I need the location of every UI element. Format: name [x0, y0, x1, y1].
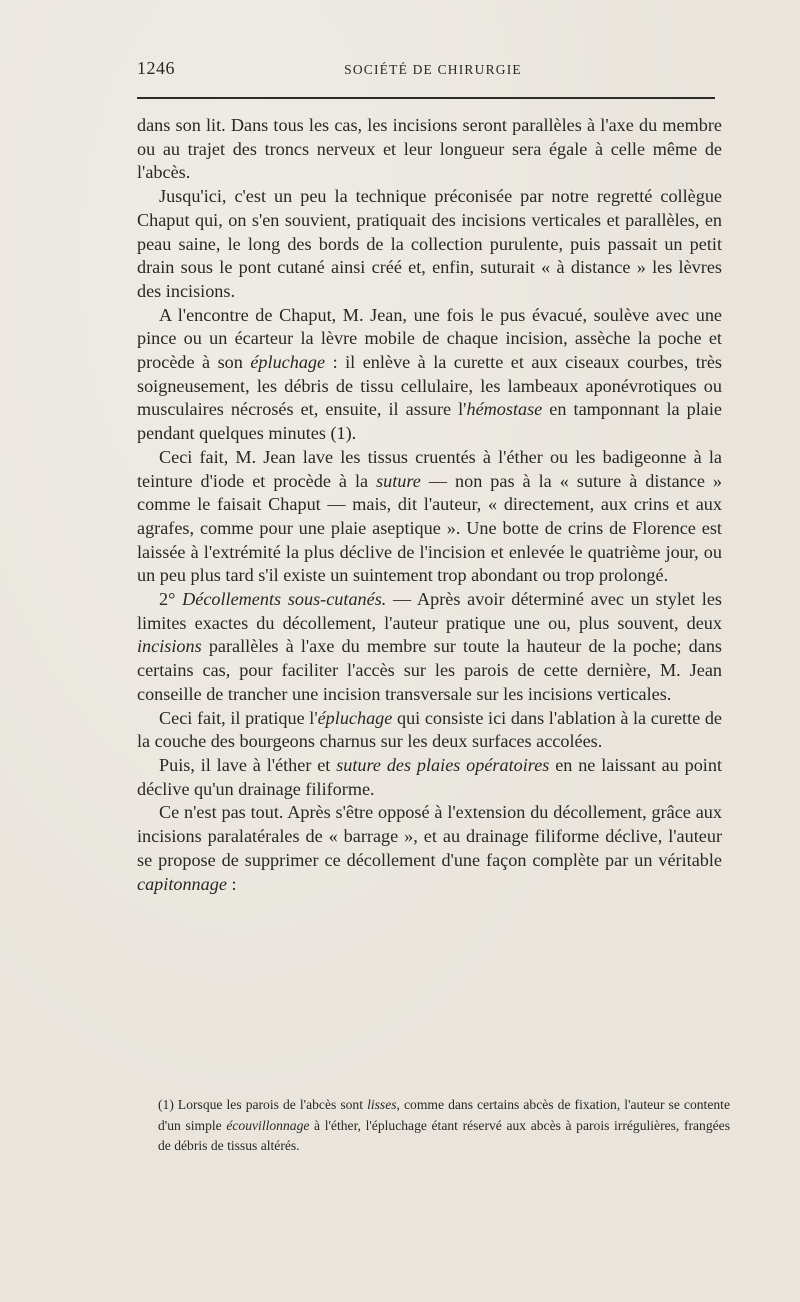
paragraph-8-italic-a: capitonnage	[137, 873, 227, 894]
footnote-italic-a: lisses	[367, 1097, 397, 1112]
paragraph-7-text-a: Puis, il lave à l'éther et	[159, 754, 337, 775]
body-text	[137, 114, 722, 896]
paragraph-1	[137, 114, 722, 185]
footnote-text-b: , comme dans certains abcès de fixation, l'auteur se contente d'un simple	[158, 1097, 730, 1133]
paragraph-8-text-a: Ce n'est pas tout. Après s'être opposé à l'extension du décollement, grâce aux incisions paralatérales de « barrage », et au drainage filiforme déclive, l'auteur se propose de supprimer ce décollement d'une façon complète par un véritable	[137, 802, 722, 870]
paragraph-4	[137, 446, 722, 588]
paragraph-8-text-b: :	[226, 873, 237, 894]
paragraph-5-text-c: parallèles à l'axe du membre sur toute la hauteur de la poche; dans certains cas, pour faciliter l'accès sur les parois de cette dernière, M. Jean conseille de trancher une incision transversale sur les incisions verticales.	[137, 636, 722, 704]
section-heading-decollements: Décollements sous-cutanés.	[182, 589, 387, 610]
paragraph-6-text-b: qui consiste ici dans l'ablation à la curette de la couche des bourgeons charnus sur les deux surfaces accolées.	[137, 707, 723, 752]
paragraph-3-italic-a: épluchage	[250, 352, 326, 373]
paragraph-7	[137, 754, 722, 801]
paragraph-3	[137, 304, 722, 446]
page-number: 1246	[137, 58, 175, 78]
paragraph-2-text: Jusqu'ici, c'est un peu la technique préconisée par notre regretté collègue Chaput qui, on s'en souvient, pratiquait des incisions verticales et parallèles, en peau saine, le long des bords de la collection purulente, puis passait un petit drain sous le pont cutané ainsi créé et, enfin, suturait « à distance » les lèvres des incisions.	[137, 186, 722, 301]
paragraph-5	[137, 588, 722, 707]
paragraph-4-text-b: — non pas à la « suture à distance » comme le faisait Chaput — mais, dit l'auteur, « directement, aux crins et aux agrafes, comme pour une plaie aseptique ». Une botte de crins de Florence est laissée à l'extrémité la plus déclive de l'incision et enlevée le quatrième jour, ou un peu plus tard s'il existe un suintement trop abondant ou trop prolongé.	[137, 470, 722, 586]
footnote-text-a: (1) Lorsque les parois de l'abcès sont	[158, 1097, 368, 1112]
paragraph-7-text-b: en ne laissant au point déclive qu'un drainage filiforme.	[137, 754, 722, 799]
paragraph-3-text-c: en tamponnant la plaie pendant quelques minutes (1).	[137, 399, 722, 444]
footnote-text-c: à l'éther, l'épluchage étant réservé aux abcès à parois irrégulières, frangées de débris de tissus altérés.	[158, 1117, 730, 1153]
paragraph-5-text-b: — Après avoir déterminé avec un stylet les limites exactes du décollement, l'auteur pratique une ou, plus souvent, deux	[137, 589, 722, 633]
paragraph-6-text-a: Ceci fait, il pratique l'	[159, 707, 318, 728]
paragraph-6-italic-a: épluchage	[317, 707, 393, 728]
paragraph-3-italic-b: hémostase	[466, 399, 543, 420]
paragraph-5-italic-b: incisions	[137, 636, 202, 657]
paragraph-4-italic-a: suture	[376, 470, 421, 491]
paragraph-3-text-a: A l'encontre de Chaput, M. Jean, une fois le pus évacué, soulève avec une pince ou un écarteur la lèvre mobile de chaque incision, assèche la poche et procède à son	[137, 304, 722, 373]
header-rule	[137, 97, 715, 99]
paragraph-7-italic-a: suture des plaies opératoires	[336, 754, 550, 775]
footnote-italic-b: écouvillonnage	[226, 1117, 310, 1133]
paragraph-3-text-b: : il enlève à la curette et aux ciseaux courbes, très soigneusement, les débris de tissu cellulaire, les lambeaux aponévrotiques ou musculaires nécrosés et, ensuite, il assure l'	[137, 352, 722, 420]
page-header	[137, 56, 715, 86]
paragraph-5-text-a: 2°	[159, 589, 183, 610]
paragraph-4-text-a: Ceci fait, M. Jean lave les tissus cruentés à l'éther ou les badigeonne à la teinture d'iode et procède à la	[137, 446, 722, 491]
footnote	[158, 1095, 730, 1157]
paragraph-1-text: dans son lit. Dans tous les cas, les incisions seront parallèles à l'axe du membre ou au trajet des troncs nerveux et leur longueur sera égale à celle même de l'abcès.	[137, 115, 722, 183]
footnote-1	[158, 1095, 730, 1157]
running-title: SOCIÉTÉ DE CHIRURGIE	[344, 62, 522, 77]
paragraph-8	[137, 801, 722, 896]
paragraph-2	[137, 185, 722, 304]
paragraph-6	[137, 707, 722, 754]
